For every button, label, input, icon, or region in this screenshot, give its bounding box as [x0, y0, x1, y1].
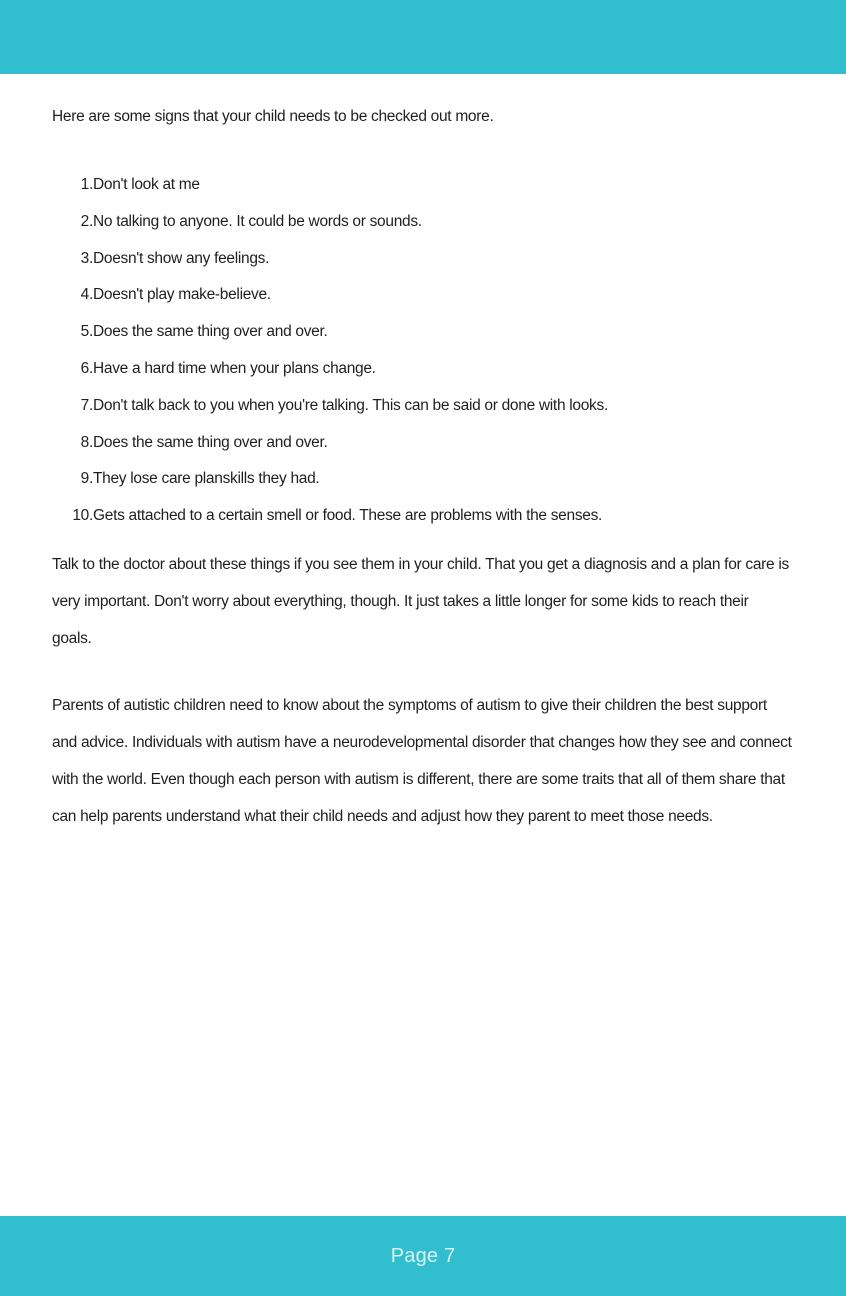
footer-band: [0, 1216, 846, 1296]
list-item-number: 9.: [80, 470, 93, 488]
list-item-number: 3.: [80, 249, 93, 267]
header-band: [0, 0, 846, 74]
intro-text: Here are some signs that your child needs to be checked out more.: [52, 108, 494, 125]
list-item-text: Don't talk back to you when you're talking. This can be said or done with looks.: [93, 396, 608, 414]
list-item-text: Have a hard time when your plans change.: [93, 359, 376, 377]
list-item: [52, 167, 792, 204]
list-item-text: Does the same thing over and over.: [93, 323, 328, 341]
list-item: [52, 461, 792, 498]
list-item: [52, 425, 792, 462]
list-item-number: 7.: [80, 396, 93, 414]
list-item: [52, 241, 792, 278]
list-item-text: Does the same thing over and over.: [93, 433, 328, 451]
page-number: Page 7: [390, 1244, 456, 1267]
signs-list: [52, 167, 792, 535]
list-item-text: Gets attached to a certain smell or food. These are problems with the senses.: [93, 507, 603, 525]
list-item-text: Doesn't show any feelings.: [93, 249, 270, 267]
list-item-number: 6.: [80, 359, 93, 377]
list-item: [52, 314, 792, 351]
list-item: [52, 277, 792, 314]
list-item-number: 5.: [80, 323, 93, 341]
list-item-text: They lose care planskills they had.: [93, 470, 320, 488]
list-item-number: 10.: [72, 507, 93, 525]
list-item-number: 4.: [80, 286, 93, 304]
list-item-text: No talking to anyone. It could be words or sounds.: [93, 212, 422, 230]
paragraph-doctor-advice: Talk to the doctor about these things if you see them in your child. That you get a diagnosis and a plan for care is very important. Don't worry about everything, though. It just takes a little longer for some kids to reach their goals.: [52, 555, 789, 647]
list-item: [52, 351, 792, 388]
list-item-number: 2.: [80, 212, 93, 230]
list-item: [52, 204, 792, 241]
list-item-text: Doesn't play make-believe.: [93, 286, 271, 304]
list-item: [52, 388, 792, 425]
list-item-number: 1.: [80, 176, 93, 193]
page-content: [52, 100, 792, 835]
paragraph-autism-overview: Parents of autistic children need to know about the symptoms of autism to give their children the best support and advice. Individuals with autism have a neurodevelopmental disorder that changes how they see and connect with the world. Even though each person with autism is different, there are some traits that all of them share that can help parents understand what their child needs and adjust how they parent to meet those needs.: [52, 696, 792, 825]
list-item: [52, 498, 792, 535]
list-item-text: Don't look at me: [93, 176, 200, 193]
list-item-number: 8.: [80, 433, 93, 451]
